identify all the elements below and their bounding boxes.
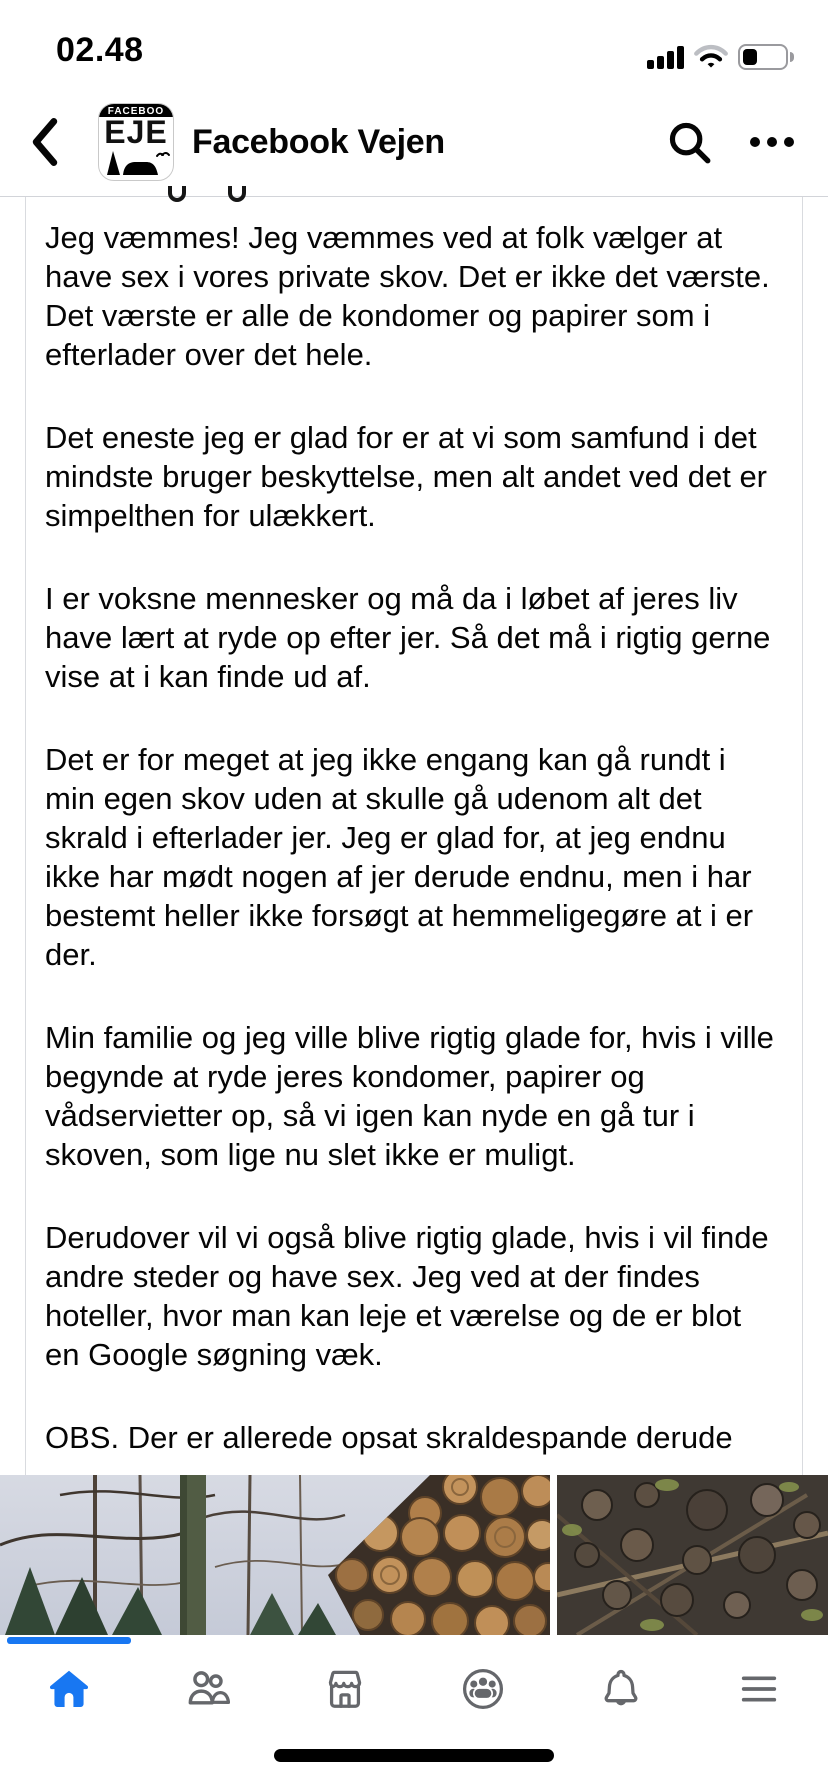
tab-groups[interactable] xyxy=(414,1659,552,1719)
tab-home[interactable] xyxy=(0,1659,138,1719)
post-paragraph: Det eneste jeg er glad for er at vi som samfund i det mindste bruger beskyttelse, men alt andet ved det er simpelthen for ulækkert. xyxy=(45,420,768,533)
more-ellipsis-icon xyxy=(750,137,794,147)
active-tab-indicator xyxy=(7,1637,131,1644)
clipped-text-remnant xyxy=(168,186,186,202)
clipped-text-remnant xyxy=(228,186,246,202)
more-options-button[interactable] xyxy=(750,137,794,147)
back-chevron-icon xyxy=(30,117,60,167)
post-paragraph: Jeg væmmes! Jeg væmmes ved at folk vælger at have sex i vores private skov. Det er ikke det værste. Det værste er alle de kondomer og papirer som i efterlader over det hele. xyxy=(45,220,770,372)
tab-friends[interactable] xyxy=(138,1659,276,1719)
clock: 02.48 xyxy=(56,31,144,69)
post-paragraph: Det er for meget at jeg ikke engang kan gå rundt i min egen skov uden at skulle gå udenom alt det skrald i efterlader jer. Jeg er glad for, at jeg endnu ikke har mødt nogen af jer derude endnu, men i har bestemt heller ikke forsøgt at hemmeligegøre at i er der. xyxy=(45,742,754,972)
post-paragraph: I er voksne mennesker og må da i løbet af jeres liv have lært at ryde op efter jer. Så det må i rigtig gerne vise at i kan finde ud af. xyxy=(45,581,771,694)
bell-icon xyxy=(598,1666,644,1712)
post-body xyxy=(25,197,803,1475)
home-icon xyxy=(46,1666,92,1712)
menu-icon xyxy=(736,1666,782,1712)
photo-forest-logs[interactable] xyxy=(0,1475,550,1635)
wifi-icon xyxy=(694,44,728,70)
logo-top-text: FACEBOO xyxy=(99,104,173,117)
photo-branch-pile[interactable] xyxy=(557,1475,828,1635)
back-button[interactable] xyxy=(30,114,76,170)
search-button[interactable] xyxy=(666,119,712,165)
logo-silhouettes xyxy=(99,147,173,180)
marketplace-icon xyxy=(322,1666,368,1712)
tab-menu[interactable] xyxy=(690,1659,828,1719)
page-title: Facebook Vejen xyxy=(192,122,445,161)
status-bar xyxy=(0,0,828,88)
status-icons xyxy=(647,44,794,70)
logo-main-text: EJE xyxy=(104,117,168,147)
cellular-signal-icon xyxy=(647,45,684,69)
post-paragraph: Min familie og jeg ville blive rigtig glade for, hvis i ville begynde at ryde jeres kondomer, papirer og vådservietter op, så vi igen kan nyde en gå tur i skoven, som lige nu slet ikke er muligt. xyxy=(45,1020,774,1172)
tab-bar xyxy=(0,1635,828,1792)
battery-fill xyxy=(743,49,757,65)
battery-icon xyxy=(738,44,794,70)
post-photos xyxy=(0,1475,828,1635)
tab-marketplace[interactable] xyxy=(276,1659,414,1719)
home-indicator[interactable] xyxy=(274,1749,554,1762)
group-avatar[interactable] xyxy=(98,103,174,181)
navigation-header xyxy=(0,88,828,197)
post-paragraph: OBS. Der er allerede opsat skraldespande derude xyxy=(45,1420,733,1455)
search-icon xyxy=(666,119,712,165)
groups-icon xyxy=(460,1666,506,1712)
friends-icon xyxy=(184,1666,230,1712)
post-paragraph: Derudover vil vi også blive rigtig glade, hvis i vil finde andre steder og have sex. Jeg ved at der findes hoteller, hvor man kan leje et værelse og de er blot en Google søgning væk. xyxy=(45,1220,769,1372)
tab-notifications[interactable] xyxy=(552,1659,690,1719)
